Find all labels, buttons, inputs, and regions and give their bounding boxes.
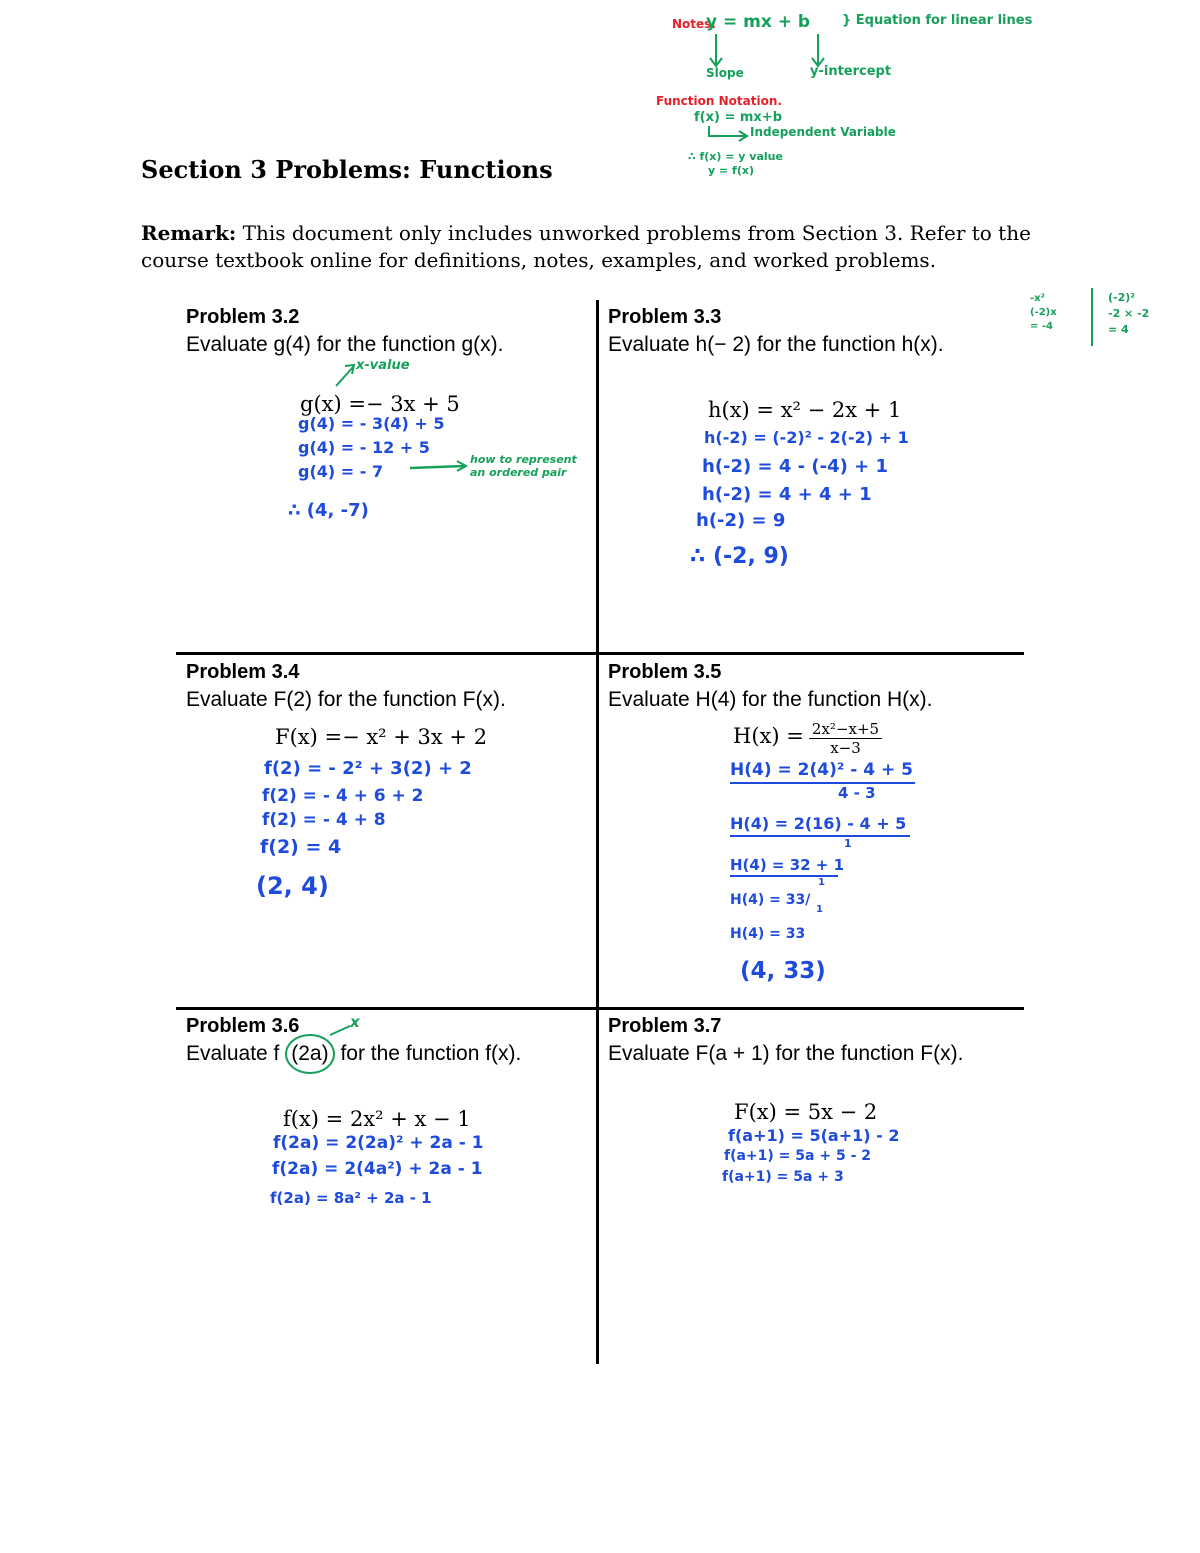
problem-3-2-annotation: x-value bbox=[356, 358, 410, 373]
problem-3-2-work-3: g(4) = - 7 bbox=[298, 462, 384, 481]
problem-3-3-work-3: h(-2) = 4 + 4 + 1 bbox=[702, 484, 872, 505]
problem-3-3-prompt: Evaluate h(− 2) for the function h(x). bbox=[608, 333, 944, 356]
problem-3-5-work-3: H(4) = 32 + 1 1 bbox=[730, 856, 845, 888]
problem-3-6-work-1: f(2a) = 2(2a)² + 2a - 1 bbox=[273, 1133, 484, 1153]
side-work-left: -x² (-2)x = -4 bbox=[1030, 293, 1057, 332]
problem-3-5-equation: H(x) = $\frac{\text{2x²−x+5}}{x-3}$ bbox=[733, 720, 882, 757]
grid-horizontal-divider-1 bbox=[176, 652, 1024, 655]
problem-3-5-prompt: Evaluate H(4) for the function H(x). bbox=[608, 688, 933, 711]
notes-equation: y = mx + b bbox=[706, 12, 811, 32]
problem-3-3-answer: ∴ (-2, 9) bbox=[690, 544, 789, 569]
problem-3-5-work-2: H(4) = 2(16) - 4 + 5 1 bbox=[730, 814, 910, 850]
problem-3-7-work-3: f(a+1) = 5a + 3 bbox=[722, 1169, 844, 1185]
page-title: Section 3 Problems: Functions bbox=[141, 155, 553, 184]
remark-text: This document only includes unworked problems from Section 3. Refer to the course textbook online for definitions, notes, examples, and worked problems. bbox=[141, 221, 1031, 272]
notes-slope: Slope bbox=[706, 66, 744, 80]
problem-3-3-title: Problem 3.3 bbox=[608, 306, 722, 328]
side-work-divider bbox=[1091, 288, 1093, 346]
notes-fx-eq-y1: ∴ f(x) = y value bbox=[688, 150, 783, 163]
notes-independent: Independent Variable bbox=[750, 125, 896, 139]
notes-label: Notes: bbox=[672, 17, 717, 31]
problem-3-6-annotation: x bbox=[350, 1013, 360, 1031]
problem-3-7-prompt: Evaluate F(a + 1) for the function F(x). bbox=[608, 1042, 964, 1065]
problem-3-2-answer: ∴ (4, -7) bbox=[288, 500, 369, 521]
problem-3-4-work-3: f(2) = - 4 + 8 bbox=[262, 810, 386, 830]
problem-3-7-work-1: f(a+1) = 5(a+1) - 2 bbox=[728, 1126, 900, 1145]
problem-3-6-work-3: f(2a) = 8a² + 2a - 1 bbox=[270, 1189, 432, 1207]
circled-argument: (2a) bbox=[285, 1034, 334, 1074]
notes-function-notation: Function Notation. bbox=[656, 94, 782, 108]
problem-3-6-title: Problem 3.6 bbox=[186, 1015, 300, 1037]
remark-label: Remark: bbox=[141, 221, 237, 245]
problem-3-7-equation: F(x) = 5x − 2 bbox=[734, 1100, 878, 1124]
problem-3-6-equation: f(x) = 2x² + x − 1 bbox=[283, 1107, 471, 1131]
notes-fx: f(x) = mx+b bbox=[694, 110, 782, 125]
problem-3-3-work-1: h(-2) = (-2)² - 2(-2) + 1 bbox=[704, 428, 909, 447]
problem-3-4-prompt: Evaluate F(2) for the function F(x). bbox=[186, 688, 506, 711]
problem-3-6-work-2: f(2a) = 2(4a²) + 2a - 1 bbox=[272, 1159, 483, 1179]
remark bbox=[141, 220, 1041, 274]
problem-3-2-equation: g(x) =− 3x + 5 bbox=[300, 392, 460, 416]
problem-3-6-prompt: Evaluate f (2a) for the function f(x). bbox=[186, 1042, 521, 1066]
problem-3-7-work-2: f(a+1) = 5a + 5 - 2 bbox=[724, 1148, 871, 1164]
notes-intercept: y-intercept bbox=[810, 64, 892, 79]
problem-3-5-work-final: H(4) = 33 bbox=[730, 926, 806, 942]
problem-3-3-work-4: h(-2) = 9 bbox=[696, 510, 786, 531]
grid-vertical-divider bbox=[596, 300, 599, 1364]
problem-3-2-title: Problem 3.2 bbox=[186, 306, 300, 328]
problem-3-4-answer: (2, 4) bbox=[256, 872, 329, 900]
problem-3-3-equation: h(x) = x² − 2x + 1 bbox=[708, 398, 902, 422]
problem-3-5-answer: (4, 33) bbox=[740, 958, 826, 984]
problem-3-2-work-1: g(4) = - 3(4) + 5 bbox=[298, 414, 445, 433]
grid-horizontal-divider-2 bbox=[176, 1007, 1024, 1010]
problem-3-3-work-2: h(-2) = 4 - (-4) + 1 bbox=[702, 456, 888, 477]
problem-3-5-title: Problem 3.5 bbox=[608, 661, 722, 683]
ordered-pair-arrow bbox=[408, 458, 470, 476]
notes-fx-eq-y2: y = f(x) bbox=[708, 164, 754, 177]
problem-3-4-title: Problem 3.4 bbox=[186, 661, 300, 683]
problem-3-2-arrow-note: how to represent an ordered pair bbox=[470, 453, 577, 479]
problem-3-5-work-1: H(4) = 2(4)² - 4 + 5 4 - 3 bbox=[730, 760, 915, 802]
notes-equation-desc: } Equation for linear lines bbox=[842, 13, 1033, 28]
problem-3-4-work-4: f(2) = 4 bbox=[260, 836, 342, 858]
problem-3-2-work-2: g(4) = - 12 + 5 bbox=[298, 438, 430, 457]
problem-3-2-prompt: Evaluate g(4) for the function g(x). bbox=[186, 333, 504, 356]
side-work-right: (-2)² -2 × -2 = 4 bbox=[1108, 291, 1150, 336]
notes-independent-arrow bbox=[707, 124, 751, 142]
problem-3-5-work-4: H(4) = 33/ 1 bbox=[730, 892, 823, 915]
problem-3-4-equation: F(x) =− x² + 3x + 2 bbox=[275, 725, 488, 749]
problem-3-4-work-2: f(2) = - 4 + 6 + 2 bbox=[262, 786, 424, 806]
problem-3-4-work-1: f(2) = - 2² + 3(2) + 2 bbox=[264, 758, 472, 779]
problem-3-7-title: Problem 3.7 bbox=[608, 1015, 722, 1037]
